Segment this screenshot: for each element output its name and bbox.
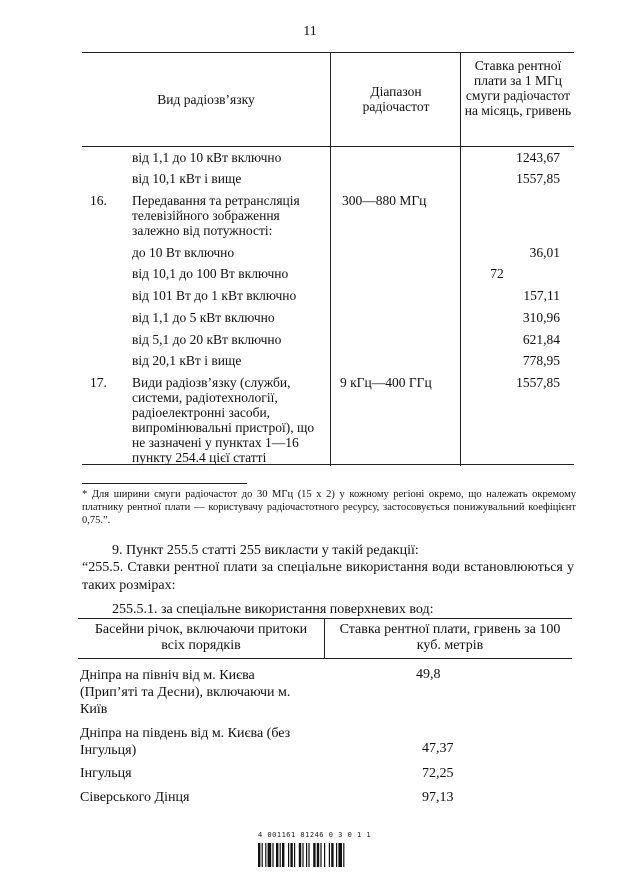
barcode-bar	[313, 843, 315, 867]
header-rate: Ставка рентної плати за 1 МГц смуги радіочастот на місяць, гривень	[464, 58, 572, 118]
barcode-bar	[265, 843, 266, 867]
basin-value: 49,8	[416, 667, 441, 682]
barcode-bar	[331, 843, 333, 867]
row-text: до 10 Вт включно	[132, 245, 235, 260]
row-text: від 1,1 до 10 кВт включно	[132, 150, 282, 165]
barcode-bar	[294, 843, 295, 867]
row-number: 17.	[90, 375, 107, 390]
table-column-divider	[460, 52, 461, 466]
footnote-separator	[82, 483, 247, 484]
row-text: Види радіозв’язку (служби, системи, радіотехнології, радіоелектронні засоби, випромінювальні пристрої), що не зазначені у пунктах 1—16 пункту 254.4 цієї статті	[132, 375, 315, 465]
basin-name: Інгульця	[80, 766, 132, 781]
paragraph-255-5: “255.5. Ставки рентної плати за спеціальне використання води встановлюються у таких розмірах:	[82, 560, 574, 593]
header-rate: Ставка рентної плати, гривень за 100 куб. метрів	[339, 622, 561, 653]
row-value: 157,11	[523, 288, 560, 303]
header-basin: Басейни річок, включаючи притоки всіх порядків	[94, 622, 308, 653]
row-range: 9 кГц—400 ГГц	[340, 375, 432, 390]
table-header-border	[82, 146, 574, 147]
row-value: 72	[490, 266, 504, 281]
barcode-number: 4 001161 81246 0 3 0 1 1	[258, 831, 372, 839]
barcode-bar	[282, 843, 284, 867]
basin-name: Дніпра на південь від м. Києва (без Інгульця)	[80, 726, 291, 758]
barcode-bar	[306, 843, 307, 867]
basin-value: 97,13	[422, 790, 454, 805]
barcode-bar	[329, 843, 330, 867]
row-value: 778,95	[522, 353, 560, 368]
row-value: 310,96	[522, 310, 560, 325]
row-text: від 5,1 до 20 кВт включно	[132, 332, 282, 347]
basin-name: Сіверського Дінця	[80, 790, 190, 805]
barcode-bar	[317, 843, 319, 867]
row-value: 1243,67	[516, 150, 560, 165]
row-text: від 1,1 до 5 кВт включно	[132, 310, 275, 325]
row-text: від 10,1 кВт і вище	[132, 171, 242, 186]
barcode-bar	[262, 843, 263, 867]
barcode	[258, 843, 376, 867]
barcode-bar	[290, 843, 292, 867]
row-value: 621,84	[522, 332, 560, 347]
row-value: 36,01	[529, 245, 560, 260]
barcode-bar	[324, 843, 325, 867]
footnote: * Для ширини смуги радіочастот до 30 МГц (15 х 2) у кожному регіоні окремо, що належать окремому платнику рентної плати — користувачу радіочастотного ресурсу, застосовується понижувальний коефіцієнт 0,75.”.	[82, 489, 576, 526]
table-header-border	[78, 658, 572, 659]
row-range: 300—880 МГц	[342, 193, 427, 208]
table-column-divider	[330, 52, 331, 466]
basin-name: Дніпра на північ від м. Києва (Прип’яті та Десни), включаючи м. Київ	[80, 668, 291, 717]
table-top-border	[78, 618, 572, 619]
barcode-bar	[299, 843, 301, 867]
barcode-bar	[268, 843, 272, 867]
barcode-bar	[336, 843, 337, 867]
barcode-bar	[343, 843, 344, 867]
barcode-bar	[280, 843, 281, 867]
paragraph-9: 9. Пункт 255.5 статті 255 викласти у такій редакції:	[112, 543, 419, 558]
row-number: 16.	[90, 193, 107, 208]
row-text: від 101 Вт до 1 кВт включно	[132, 288, 297, 303]
basin-value: 72,25	[422, 766, 454, 781]
header-range: Діапазон радіочастот	[362, 84, 430, 114]
barcode-bar	[258, 843, 260, 867]
table-column-divider	[324, 618, 325, 659]
barcode-bar	[288, 843, 289, 867]
barcode-bar	[308, 843, 309, 867]
barcode-bar	[276, 843, 278, 867]
barcode-bar	[272, 843, 273, 867]
row-text: від 10,1 до 100 Вт включно	[132, 266, 289, 281]
basin-value: 47,37	[422, 741, 454, 756]
barcode-bar	[338, 843, 342, 867]
page-number: 11	[303, 24, 317, 39]
water-rent-table	[78, 618, 572, 828]
row-value: 1557,85	[516, 171, 560, 186]
barcode-bar	[302, 843, 303, 867]
row-value: 1557,85	[516, 375, 560, 390]
row-text: Передавання та ретрансляція телевізійного зображення залежно від потужності:	[132, 193, 300, 238]
row-text: від 20,1 кВт і вище	[132, 353, 242, 368]
radio-rent-table	[82, 52, 574, 466]
table-top-border	[82, 52, 574, 53]
barcode-bar	[320, 843, 321, 867]
paragraph-255-5-1: 255.5.1. за спеціальне використання поверхневих вод:	[112, 602, 434, 617]
header-type: Вид радіозв’язку	[157, 92, 255, 107]
